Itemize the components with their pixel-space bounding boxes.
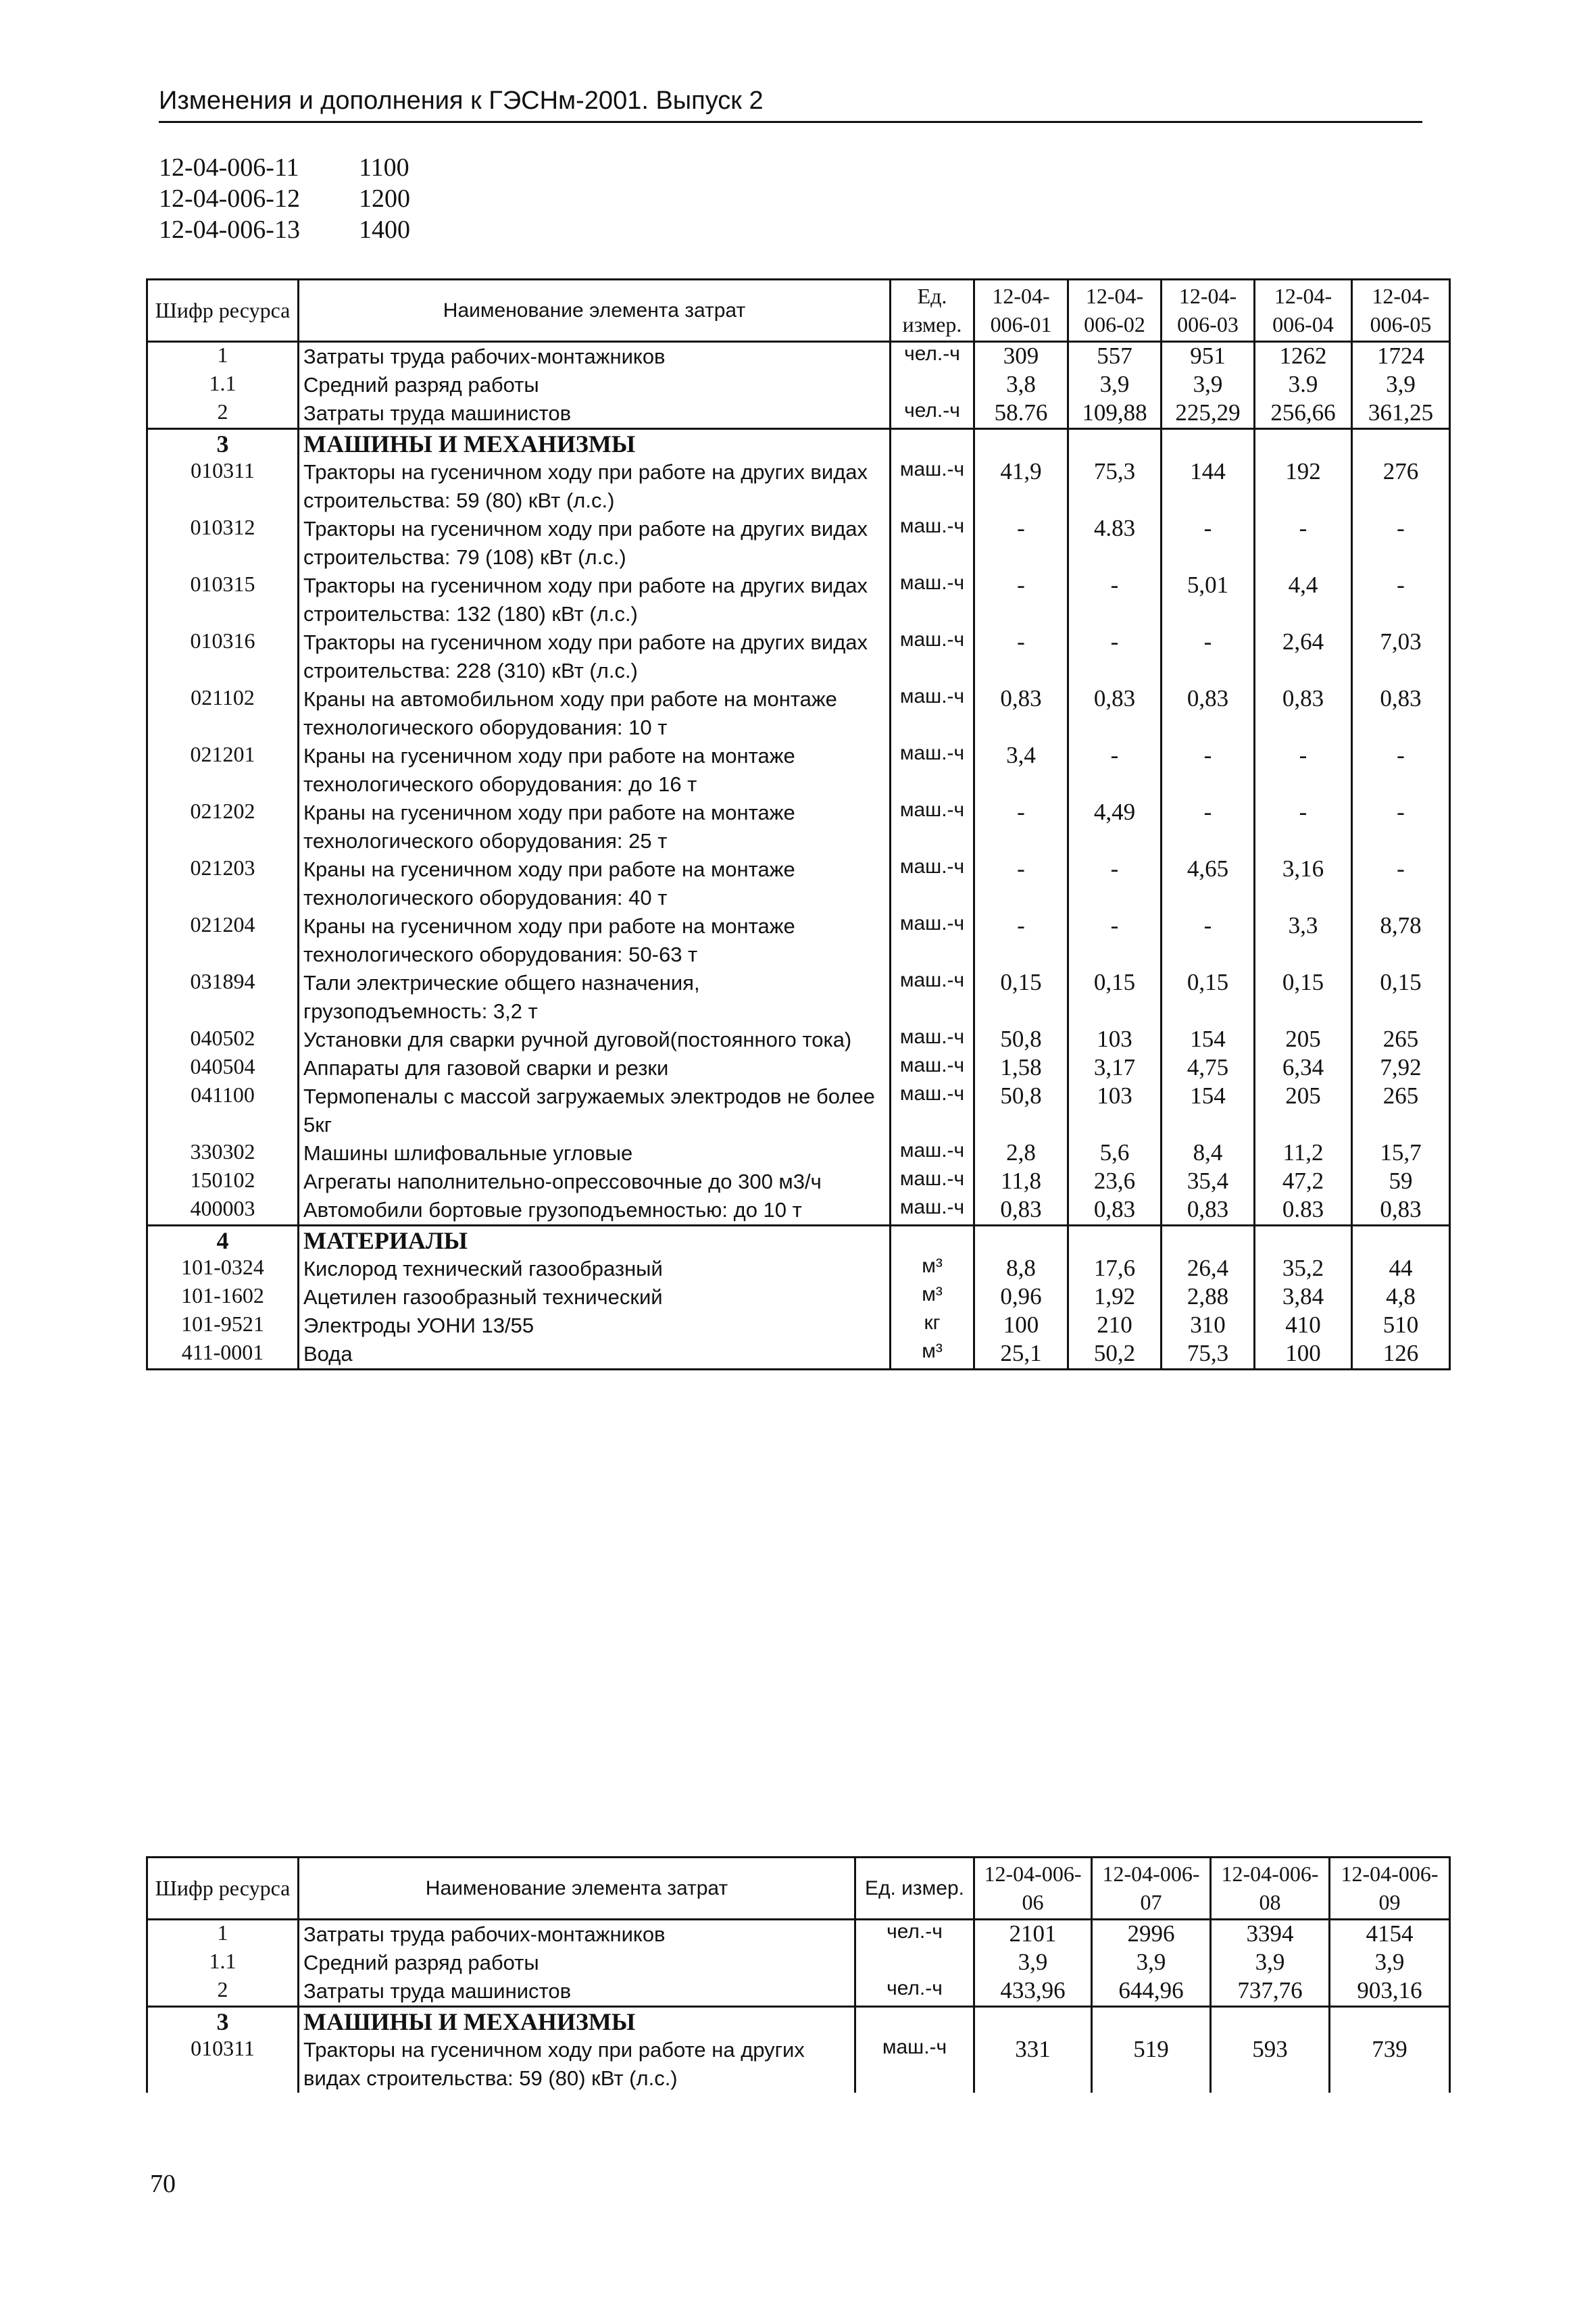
- unit-of-measure: [855, 2007, 974, 2037]
- resource-code: 041100: [147, 1082, 299, 1139]
- resource-code: 021202: [147, 799, 299, 855]
- resource-code: 010316: [147, 628, 299, 685]
- cost-value: 310: [1162, 1312, 1255, 1340]
- cost-value: 50,2: [1068, 1340, 1162, 1370]
- cost-value: 205: [1255, 1026, 1352, 1054]
- table-row: [147, 572, 1450, 628]
- cost-value: 144: [1162, 458, 1255, 515]
- cost-value: [1211, 2007, 1330, 2037]
- cost-value: 100: [974, 1312, 1068, 1340]
- resource-code: 411-0001: [147, 1340, 299, 1370]
- cost-value: 23,6: [1068, 1168, 1162, 1196]
- cost-value: 0,15: [1068, 969, 1162, 1026]
- cost-element-name: МАШИНЫ И МЕХАНИЗМЫ: [299, 429, 891, 459]
- cost-value: [974, 2007, 1092, 2037]
- cost-value: 58.76: [974, 399, 1068, 429]
- cost-value: 1724: [1352, 342, 1450, 372]
- cost-value: [1255, 1226, 1352, 1255]
- cost-value: [1092, 2007, 1211, 2037]
- cost-value: 11,2: [1255, 1139, 1352, 1168]
- table-row: [147, 515, 1450, 572]
- resource-code: 021201: [147, 742, 299, 799]
- cost-value: 3,84: [1255, 1283, 1352, 1312]
- cost-value: [1330, 2007, 1450, 2037]
- unit-of-measure: маш.-ч: [891, 572, 974, 628]
- cost-value: 5,01: [1162, 572, 1255, 628]
- cost-value: 0,83: [1255, 685, 1352, 742]
- unit-of-measure: чел.-ч: [891, 399, 974, 429]
- cost-value: 3,9: [1352, 371, 1450, 399]
- cost-value: 3,9: [1162, 371, 1255, 399]
- cost-value: 265: [1352, 1082, 1450, 1139]
- cost-value: 35,2: [1255, 1255, 1352, 1283]
- cost-value: 361,25: [1352, 399, 1450, 429]
- cost-value: -: [1352, 572, 1450, 628]
- table-row: [147, 1082, 1450, 1139]
- cost-value: [1352, 429, 1450, 459]
- cost-element-name: Установки для сварки ручной дуговой(постоянного тока): [299, 1026, 891, 1054]
- column-header-unit: Ед. измер.: [855, 1858, 974, 1920]
- cost-value: 0.83: [1255, 1196, 1352, 1226]
- cost-value: 100: [1255, 1340, 1352, 1370]
- cost-value: -: [1068, 628, 1162, 685]
- cost-element-name: Затраты труда машинистов: [299, 399, 891, 429]
- cost-element-name: Автомобили бортовые грузоподъемностью: до 10 т: [299, 1196, 891, 1226]
- cost-value: 0,83: [1352, 685, 1450, 742]
- cost-value: 256,66: [1255, 399, 1352, 429]
- cost-value: -: [1162, 515, 1255, 572]
- resource-code: 400003: [147, 1196, 299, 1226]
- unit-of-measure: кг: [891, 1312, 974, 1340]
- cost-value: 109,88: [1068, 399, 1162, 429]
- code-list-code: 12-04-006-13: [159, 216, 300, 244]
- cost-value: 2101: [974, 1920, 1092, 1949]
- cost-element-name: Ацетилен газообразный технический: [299, 1283, 891, 1312]
- resource-code: 010311: [147, 2036, 299, 2093]
- cost-value: 59: [1352, 1168, 1450, 1196]
- unit-of-measure: м³: [891, 1283, 974, 1312]
- cost-value: [1068, 1226, 1162, 1255]
- cost-element-name: Тракторы на гусеничном ходу при работе на других видах строительства: 59 (80) кВт (л.с.): [299, 2036, 855, 2093]
- cost-value: 3,17: [1068, 1054, 1162, 1082]
- cost-element-name: Средний разряд работы: [299, 371, 891, 399]
- cost-value: 2,88: [1162, 1283, 1255, 1312]
- resource-code: 2: [147, 1977, 299, 2007]
- cost-value: -: [1162, 628, 1255, 685]
- cost-value: 7,92: [1352, 1054, 1450, 1082]
- cost-value: 126: [1352, 1340, 1450, 1370]
- code-list-value: 1100: [359, 153, 409, 182]
- cost-value: 737,76: [1211, 1977, 1330, 2007]
- cost-value: -: [1162, 799, 1255, 855]
- cost-value: -: [974, 572, 1068, 628]
- unit-of-measure: маш.-ч: [891, 515, 974, 572]
- resource-code: 330302: [147, 1139, 299, 1168]
- cost-element-name: Аппараты для газовой сварки и резки: [299, 1054, 891, 1082]
- table-row: [147, 1977, 1450, 2007]
- table-row: [147, 628, 1450, 685]
- cost-value: 510: [1352, 1312, 1450, 1340]
- cost-value: [974, 1226, 1068, 1255]
- cost-element-name: Краны на гусеничном ходу при работе на монтаже технологического оборудования: 40 т: [299, 855, 891, 912]
- resource-code: 4: [147, 1226, 299, 1255]
- table-row: [147, 2007, 1450, 2037]
- unit-of-measure: [891, 1226, 974, 1255]
- column-header-value: 12-04-006-05: [1352, 280, 1450, 342]
- cost-value: 593: [1211, 2036, 1330, 2093]
- cost-element-name: Агрегаты наполнительно-опрессовочные до 300 м3/ч: [299, 1168, 891, 1196]
- unit-of-measure: м³: [891, 1255, 974, 1283]
- column-header-name: Наименование элемента затрат: [299, 1858, 855, 1920]
- cost-value: 50,8: [974, 1082, 1068, 1139]
- cost-element-name: Краны на гусеничном ходу при работе на монтаже технологического оборудования: 25 т: [299, 799, 891, 855]
- cost-value: -: [1352, 742, 1450, 799]
- cost-value: 3,16: [1255, 855, 1352, 912]
- table-row: [147, 1054, 1450, 1082]
- resource-code: 101-0324: [147, 1255, 299, 1283]
- table-row: [147, 912, 1450, 969]
- resource-code: 021102: [147, 685, 299, 742]
- table-row: [147, 1196, 1450, 1226]
- unit-of-measure: [855, 1949, 974, 1977]
- column-header-value: 12-04-006-07: [1092, 1858, 1211, 1920]
- table-row: [147, 799, 1450, 855]
- table-row: [147, 342, 1450, 372]
- code-list-value: 1200: [359, 184, 410, 213]
- unit-of-measure: маш.-ч: [891, 628, 974, 685]
- resource-code: 3: [147, 429, 299, 459]
- table-row: [147, 371, 1450, 399]
- cost-value: 0,83: [1352, 1196, 1450, 1226]
- resource-code: 040504: [147, 1054, 299, 1082]
- column-header-value: 12-04-006-08: [1211, 1858, 1330, 1920]
- cost-value: -: [1068, 742, 1162, 799]
- column-header-value: 12-04-006-09: [1330, 1858, 1450, 1920]
- cost-element-name: Машины шлифовальные угловые: [299, 1139, 891, 1168]
- cost-value: [1352, 1226, 1450, 1255]
- unit-of-measure: маш.-ч: [891, 799, 974, 855]
- cost-value: 3,9: [1092, 1949, 1211, 1977]
- cost-value: 0,15: [974, 969, 1068, 1026]
- cost-value: 0,96: [974, 1283, 1068, 1312]
- table-row: [147, 1340, 1450, 1370]
- cost-value: -: [1255, 742, 1352, 799]
- cost-value: 2996: [1092, 1920, 1211, 1949]
- cost-value: 0,83: [1162, 1196, 1255, 1226]
- table-row: [147, 1312, 1450, 1340]
- table-row: [147, 685, 1450, 742]
- cost-value: 225,29: [1162, 399, 1255, 429]
- cost-value: -: [974, 799, 1068, 855]
- unit-of-measure: маш.-ч: [891, 1082, 974, 1139]
- resource-code: 2: [147, 399, 299, 429]
- resource-code: 1.1: [147, 371, 299, 399]
- cost-value: 4,8: [1352, 1283, 1450, 1312]
- unit-of-measure: маш.-ч: [891, 458, 974, 515]
- unit-of-measure: маш.-ч: [855, 2036, 974, 2093]
- table-row: [147, 1226, 1450, 1255]
- resource-table-1: [146, 278, 1451, 1370]
- table-row: [147, 1949, 1450, 1977]
- cost-value: 2,64: [1255, 628, 1352, 685]
- table-row: [147, 1026, 1450, 1054]
- cost-value: -: [1162, 912, 1255, 969]
- cost-value: 75,3: [1068, 458, 1162, 515]
- column-header-name: Наименование элемента затрат: [299, 280, 891, 342]
- cost-value: [1162, 429, 1255, 459]
- cost-element-name: МАШИНЫ И МЕХАНИЗМЫ: [299, 2007, 855, 2037]
- cost-value: 309: [974, 342, 1068, 372]
- resource-code: 010311: [147, 458, 299, 515]
- cost-value: 0,83: [1162, 685, 1255, 742]
- cost-value: 3,8: [974, 371, 1068, 399]
- cost-value: 265: [1352, 1026, 1450, 1054]
- cost-value: 3,9: [1330, 1949, 1450, 1977]
- resource-code: 101-1602: [147, 1283, 299, 1312]
- table-row: [147, 969, 1450, 1026]
- table-row: [147, 1283, 1450, 1312]
- cost-value: 3,9: [1211, 1949, 1330, 1977]
- cost-value: -: [974, 855, 1068, 912]
- table-row: [147, 1168, 1450, 1196]
- cost-value: 557: [1068, 342, 1162, 372]
- cost-value: [974, 429, 1068, 459]
- cost-element-name: Тракторы на гусеничном ходу при работе на других видах строительства: 59 (80) кВт (л.с.): [299, 458, 891, 515]
- cost-value: 1262: [1255, 342, 1352, 372]
- unit-of-measure: чел.-ч: [855, 1977, 974, 2007]
- unit-of-measure: [891, 429, 974, 459]
- resource-code: 3: [147, 2007, 299, 2037]
- table-1-body: [147, 342, 1450, 1370]
- column-header-value: 12-04-006-04: [1255, 280, 1352, 342]
- cost-value: -: [1068, 912, 1162, 969]
- cost-value: 154: [1162, 1082, 1255, 1139]
- cost-value: 35,4: [1162, 1168, 1255, 1196]
- cost-value: 2,8: [974, 1139, 1068, 1168]
- column-header-value: 12-04-006-01: [974, 280, 1068, 342]
- unit-of-measure: маш.-ч: [891, 969, 974, 1026]
- resource-table-2: [146, 1856, 1451, 2093]
- unit-of-measure: маш.-ч: [891, 855, 974, 912]
- cost-element-name: Затраты труда рабочих-монтажников: [299, 1920, 855, 1949]
- cost-element-name: Тракторы на гусеничном ходу при работе на других видах строительства: 132 (180) кВт (л.с.): [299, 572, 891, 628]
- cost-value: 44: [1352, 1255, 1450, 1283]
- cost-value: -: [974, 515, 1068, 572]
- cost-value: 205: [1255, 1082, 1352, 1139]
- cost-value: 4,49: [1068, 799, 1162, 855]
- column-header-value: 12-04-006-02: [1068, 280, 1162, 342]
- table-row: [147, 1920, 1450, 1949]
- cost-value: 4,65: [1162, 855, 1255, 912]
- table-row: [147, 429, 1450, 459]
- resource-code: 010315: [147, 572, 299, 628]
- cost-value: 7,03: [1352, 628, 1450, 685]
- cost-value: -: [1352, 515, 1450, 572]
- cost-value: -: [1255, 799, 1352, 855]
- cost-value: -: [1162, 742, 1255, 799]
- cost-value: -: [1068, 572, 1162, 628]
- cost-element-name: Затраты труда машинистов: [299, 1977, 855, 2007]
- cost-value: 47,2: [1255, 1168, 1352, 1196]
- cost-element-name: Электроды УОНИ 13/55: [299, 1312, 891, 1340]
- cost-value: 8,78: [1352, 912, 1450, 969]
- unit-of-measure: чел.-ч: [855, 1920, 974, 1949]
- cost-value: 1,92: [1068, 1283, 1162, 1312]
- cost-value: 8,8: [974, 1255, 1068, 1283]
- code-list-code: 12-04-006-12: [159, 184, 300, 213]
- cost-value: [1162, 1226, 1255, 1255]
- cost-value: 3,3: [1255, 912, 1352, 969]
- cost-value: 17,6: [1068, 1255, 1162, 1283]
- cost-element-name: Краны на гусеничном ходу при работе на монтаже технологического оборудования: до 16 т: [299, 742, 891, 799]
- column-header-value: 12-04-006-03: [1162, 280, 1255, 342]
- column-header-code: Шифр ресурса: [147, 280, 299, 342]
- cost-value: 50,8: [974, 1026, 1068, 1054]
- cost-value: 41,9: [974, 458, 1068, 515]
- cost-value: 3,4: [974, 742, 1068, 799]
- column-header-code: Шифр ресурса: [147, 1858, 299, 1920]
- cost-value: 0,83: [1068, 685, 1162, 742]
- cost-value: 4154: [1330, 1920, 1450, 1949]
- cost-value: 3,9: [1068, 371, 1162, 399]
- cost-value: 0,83: [974, 685, 1068, 742]
- cost-element-name: Краны на автомобильном ходу при работе на монтаже технологического оборудования: 10 т: [299, 685, 891, 742]
- cost-element-name: Вода: [299, 1340, 891, 1370]
- table-2-body: [147, 1920, 1450, 2093]
- code-list-value: 1400: [359, 216, 410, 244]
- cost-element-name: МАТЕРИАЛЫ: [299, 1226, 891, 1255]
- unit-of-measure: маш.-ч: [891, 685, 974, 742]
- cost-element-name: Термопеналы с массой загружаемых электродов не более 5кг: [299, 1082, 891, 1139]
- cost-value: 4.83: [1068, 515, 1162, 572]
- unit-of-measure: [891, 371, 974, 399]
- resource-code: 150102: [147, 1168, 299, 1196]
- cost-value: -: [1352, 799, 1450, 855]
- resource-code: 021203: [147, 855, 299, 912]
- cost-value: 15,7: [1352, 1139, 1450, 1168]
- cost-value: 410: [1255, 1312, 1352, 1340]
- cost-value: -: [974, 628, 1068, 685]
- cost-value: 1,58: [974, 1054, 1068, 1082]
- cost-value: 4,4: [1255, 572, 1352, 628]
- cost-value: 4,75: [1162, 1054, 1255, 1082]
- cost-value: [1255, 429, 1352, 459]
- table-row: [147, 1139, 1450, 1168]
- cost-value: -: [1068, 855, 1162, 912]
- resource-code: 021204: [147, 912, 299, 969]
- cost-value: 519: [1092, 2036, 1211, 2093]
- unit-of-measure: маш.-ч: [891, 1026, 974, 1054]
- resource-code: 010312: [147, 515, 299, 572]
- cost-value: 0,15: [1162, 969, 1255, 1026]
- cost-value: -: [1255, 515, 1352, 572]
- cost-value: 3.9: [1255, 371, 1352, 399]
- cost-element-name: Тракторы на гусеничном ходу при работе на других видах строительства: 228 (310) кВт (л.с.): [299, 628, 891, 685]
- cost-element-name: Средний разряд работы: [299, 1949, 855, 1977]
- cost-element-name: Тали электрические общего назначения, грузоподъемность: 3,2 т: [299, 969, 891, 1026]
- cost-value: 3,9: [974, 1949, 1092, 1977]
- table-row: [147, 399, 1450, 429]
- unit-of-measure: маш.-ч: [891, 742, 974, 799]
- cost-value: 25,1: [974, 1340, 1068, 1370]
- cost-value: 210: [1068, 1312, 1162, 1340]
- table-row: [147, 1255, 1450, 1283]
- unit-of-measure: маш.-ч: [891, 1054, 974, 1082]
- cost-value: 26,4: [1162, 1255, 1255, 1283]
- cost-value: 75,3: [1162, 1340, 1255, 1370]
- cost-value: -: [974, 912, 1068, 969]
- table-row: [147, 742, 1450, 799]
- cost-value: 103: [1068, 1026, 1162, 1054]
- resource-code: 031894: [147, 969, 299, 1026]
- cost-value: 644,96: [1092, 1977, 1211, 2007]
- cost-value: 103: [1068, 1082, 1162, 1139]
- resource-code: 040502: [147, 1026, 299, 1054]
- table-row: [147, 458, 1450, 515]
- cost-value: 8,4: [1162, 1139, 1255, 1168]
- code-list-row: [159, 183, 410, 214]
- code-list-row: [159, 214, 410, 245]
- cost-value: 192: [1255, 458, 1352, 515]
- cost-value: -: [1352, 855, 1450, 912]
- cost-value: 739: [1330, 2036, 1450, 2093]
- unit-of-measure: маш.-ч: [891, 1196, 974, 1226]
- cost-value: 0,83: [1068, 1196, 1162, 1226]
- cost-value: 0,15: [1255, 969, 1352, 1026]
- cost-element-name: Кислород технический газообразный: [299, 1255, 891, 1283]
- resource-code: 101-9521: [147, 1312, 299, 1340]
- cost-value: 331: [974, 2036, 1092, 2093]
- table-row: [147, 855, 1450, 912]
- cost-value: 0,83: [974, 1196, 1068, 1226]
- cost-value: 951: [1162, 342, 1255, 372]
- table-row: [147, 2036, 1450, 2093]
- page-number: 70: [150, 2170, 176, 2198]
- cost-value: [1068, 429, 1162, 459]
- cost-value: 11,8: [974, 1168, 1068, 1196]
- column-header-value: 12-04-006-06: [974, 1858, 1092, 1920]
- code-list-row: [159, 152, 410, 183]
- unit-of-measure: маш.-ч: [891, 912, 974, 969]
- unit-of-measure: чел.-ч: [891, 342, 974, 372]
- resource-code: 1: [147, 1920, 299, 1949]
- cost-value: 903,16: [1330, 1977, 1450, 2007]
- cost-element-name: Затраты труда рабочих-монтажников: [299, 342, 891, 372]
- cost-element-name: Тракторы на гусеничном ходу при работе на других видах строительства: 79 (108) кВт (л.с.): [299, 515, 891, 572]
- cost-value: 276: [1352, 458, 1450, 515]
- cost-value: 3394: [1211, 1920, 1330, 1949]
- code-list: [159, 152, 410, 245]
- cost-value: 154: [1162, 1026, 1255, 1054]
- page-header: Изменения и дополнения к ГЭСНм-2001. Выпуск 2: [159, 86, 1422, 123]
- resource-code: 1.1: [147, 1949, 299, 1977]
- cost-value: 0,15: [1352, 969, 1450, 1026]
- cost-element-name: Краны на гусеничном ходу при работе на монтаже технологического оборудования: 50-63 т: [299, 912, 891, 969]
- unit-of-measure: м³: [891, 1340, 974, 1370]
- unit-of-measure: маш.-ч: [891, 1168, 974, 1196]
- cost-value: 5,6: [1068, 1139, 1162, 1168]
- column-header-unit: Ед. измер.: [891, 280, 974, 342]
- unit-of-measure: маш.-ч: [891, 1139, 974, 1168]
- cost-value: 433,96: [974, 1977, 1092, 2007]
- cost-value: 6,34: [1255, 1054, 1352, 1082]
- code-list-code: 12-04-006-11: [159, 153, 299, 182]
- resource-code: 1: [147, 342, 299, 372]
